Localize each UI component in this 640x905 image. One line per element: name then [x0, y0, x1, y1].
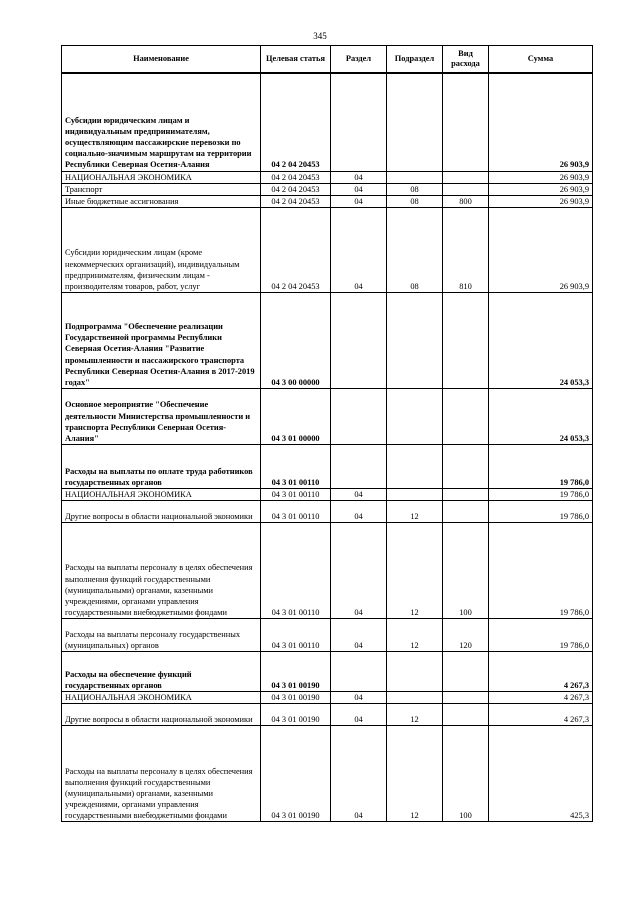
- cell-type: [443, 500, 489, 522]
- table-row: [62, 73, 593, 171]
- cell-sum: 4 267,3: [489, 651, 593, 691]
- cell-section: 04: [331, 618, 387, 651]
- cell-section: 04: [331, 691, 387, 703]
- cell-sum: 19 786,0: [489, 444, 593, 488]
- cell-subsection: 12: [387, 618, 443, 651]
- cell-type: 100: [443, 522, 489, 618]
- cell-subsection: [387, 691, 443, 703]
- table-row: [62, 207, 593, 292]
- cell-type: 120: [443, 618, 489, 651]
- cell-type: 810: [443, 207, 489, 292]
- cell-subsection: [387, 171, 443, 183]
- table-row: [62, 691, 593, 703]
- table-row: [62, 444, 593, 488]
- cell-section: 04: [331, 500, 387, 522]
- cell-subsection: 12: [387, 522, 443, 618]
- cell-subsection: 12: [387, 703, 443, 725]
- cell-sum: 425,3: [489, 725, 593, 821]
- budget-table: [61, 45, 593, 822]
- cell-code: 04 3 01 00190: [261, 651, 331, 691]
- cell-name: НАЦИОНАЛЬНАЯ ЭКОНОМИКА: [62, 691, 261, 703]
- cell-type: [443, 691, 489, 703]
- table-row: [62, 183, 593, 195]
- cell-name: Субсидии юридическим лицам и индивидуальным предпринимателям, осуществляющим пассажирские перевозки по социально-значимым маршрутам на территории Республики Северная Осетия-Алания: [62, 73, 261, 171]
- cell-sum: 19 786,0: [489, 500, 593, 522]
- table-row: [62, 703, 593, 725]
- page-number: 345: [313, 31, 327, 41]
- cell-type: [443, 73, 489, 171]
- header-type: Вид расхода: [443, 46, 489, 74]
- cell-name: Расходы на обеспечение функций государственных органов: [62, 651, 261, 691]
- cell-name: Другие вопросы в области национальной экономики: [62, 500, 261, 522]
- cell-type: [443, 703, 489, 725]
- cell-subsection: 12: [387, 500, 443, 522]
- cell-subsection: 08: [387, 195, 443, 207]
- cell-section: 04: [331, 703, 387, 725]
- cell-sum: 4 267,3: [489, 703, 593, 725]
- cell-section: 04: [331, 183, 387, 195]
- header-subsection: Подраздел: [387, 46, 443, 74]
- cell-section: [331, 444, 387, 488]
- header-sum: Сумма: [489, 46, 593, 74]
- table-row: [62, 651, 593, 691]
- cell-name: Подпрограмма "Обеспечение реализации Государственной программы Республики Северная Осетия-Алания "Развитие промышленности и пассажирского транспорта Республики Северная Осетия-Алания в 2017-2019 годах": [62, 292, 261, 388]
- cell-code: 04 3 00 00000: [261, 292, 331, 388]
- cell-sum: 24 053,3: [489, 388, 593, 444]
- cell-code: 04 3 01 00110: [261, 444, 331, 488]
- cell-code: 04 3 01 00110: [261, 522, 331, 618]
- table-row: [62, 500, 593, 522]
- cell-section: 04: [331, 725, 387, 821]
- cell-sum: 24 053,3: [489, 292, 593, 388]
- cell-name: НАЦИОНАЛЬНАЯ ЭКОНОМИКА: [62, 171, 261, 183]
- cell-name: Другие вопросы в области национальной экономики: [62, 703, 261, 725]
- cell-type: [443, 444, 489, 488]
- table-row: [62, 292, 593, 388]
- cell-name: Иные бюджетные ассигнования: [62, 195, 261, 207]
- header-row: [62, 46, 593, 74]
- cell-subsection: 12: [387, 725, 443, 821]
- cell-code: 04 2 04 20453: [261, 207, 331, 292]
- cell-subsection: [387, 444, 443, 488]
- cell-sum: 19 786,0: [489, 522, 593, 618]
- table-row: [62, 725, 593, 821]
- cell-sum: 26 903,9: [489, 73, 593, 171]
- cell-sum: 19 786,0: [489, 618, 593, 651]
- cell-name: Расходы на выплаты по оплате труда работников государственных органов: [62, 444, 261, 488]
- cell-subsection: 08: [387, 207, 443, 292]
- cell-section: 04: [331, 207, 387, 292]
- cell-code: 04 3 01 00190: [261, 691, 331, 703]
- cell-name: Расходы на выплаты персоналу в целях обеспечения выполнения функций государственными (муниципальными) органами, казенными учреждениями, органами управления государственными внебюджетными фондами: [62, 725, 261, 821]
- cell-type: [443, 488, 489, 500]
- cell-subsection: 08: [387, 183, 443, 195]
- cell-code: 04 3 01 00190: [261, 725, 331, 821]
- header-name: Наименование: [62, 46, 261, 74]
- cell-subsection: [387, 388, 443, 444]
- cell-code: 04 3 01 00110: [261, 488, 331, 500]
- cell-sum: 4 267,3: [489, 691, 593, 703]
- cell-sum: 26 903,9: [489, 195, 593, 207]
- cell-name: Расходы на выплаты персоналу в целях обеспечения выполнения функций государственными (муниципальными) органами, казенными учреждениями, органами управления государственными внебюджетными фондами: [62, 522, 261, 618]
- cell-type: [443, 651, 489, 691]
- cell-code: 04 3 01 00000: [261, 388, 331, 444]
- cell-name: Расходы на выплаты персоналу государственных (муниципальных) органов: [62, 618, 261, 651]
- table-row: [62, 195, 593, 207]
- cell-code: 04 3 01 00190: [261, 703, 331, 725]
- cell-section: 04: [331, 522, 387, 618]
- cell-name: Субсидии юридическим лицам (кроме некоммерческих организаций), индивидуальным предпринимателям, физическим лицам - производителям товаров, работ, услуг: [62, 207, 261, 292]
- cell-name: НАЦИОНАЛЬНАЯ ЭКОНОМИКА: [62, 488, 261, 500]
- cell-type: 100: [443, 725, 489, 821]
- cell-section: [331, 388, 387, 444]
- cell-code: 04 2 04 20453: [261, 183, 331, 195]
- cell-subsection: [387, 488, 443, 500]
- table-row: [62, 618, 593, 651]
- cell-code: 04 3 01 00110: [261, 500, 331, 522]
- cell-sum: 26 903,9: [489, 171, 593, 183]
- cell-type: 800: [443, 195, 489, 207]
- table-row: [62, 522, 593, 618]
- cell-type: [443, 171, 489, 183]
- cell-subsection: [387, 292, 443, 388]
- header-code: Целевая статья: [261, 46, 331, 74]
- cell-subsection: [387, 651, 443, 691]
- cell-code: 04 3 01 00110: [261, 618, 331, 651]
- cell-code: 04 2 04 20453: [261, 171, 331, 183]
- table-row: [62, 388, 593, 444]
- cell-code: 04 2 04 20453: [261, 195, 331, 207]
- table-row: [62, 488, 593, 500]
- cell-section: 04: [331, 195, 387, 207]
- cell-sum: 19 786,0: [489, 488, 593, 500]
- cell-subsection: [387, 73, 443, 171]
- cell-type: [443, 183, 489, 195]
- cell-section: 04: [331, 488, 387, 500]
- cell-code: 04 2 04 20453: [261, 73, 331, 171]
- cell-section: [331, 651, 387, 691]
- cell-section: [331, 73, 387, 171]
- header-section: Раздел: [331, 46, 387, 74]
- cell-name: Транспорт: [62, 183, 261, 195]
- cell-section: [331, 292, 387, 388]
- cell-name: Основное мероприятие "Обеспечение деятельности Министерства промышленности и транспорта Республики Северная Осетия-Алания": [62, 388, 261, 444]
- table-row: [62, 171, 593, 183]
- cell-sum: 26 903,9: [489, 207, 593, 292]
- cell-type: [443, 388, 489, 444]
- cell-sum: 26 903,9: [489, 183, 593, 195]
- cell-type: [443, 292, 489, 388]
- cell-section: 04: [331, 171, 387, 183]
